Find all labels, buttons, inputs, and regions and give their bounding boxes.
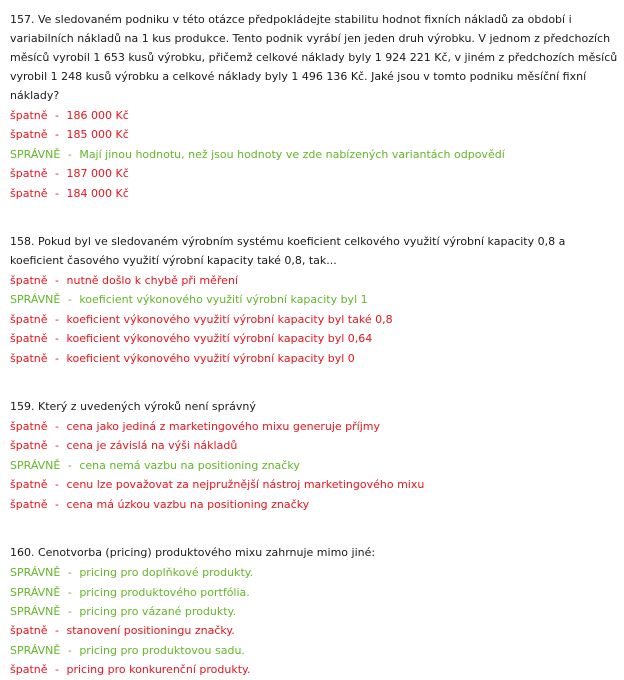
question-block <box>10 232 620 368</box>
answer-status: SPRÁVNĚ <box>10 293 61 307</box>
answer-separator: - <box>55 439 59 453</box>
answer-text: cena jako jediná z marketingového mixu generuje příjmy <box>66 420 381 434</box>
answer-row-wrong <box>10 436 620 455</box>
question-text: 157. Ve sledovaném podniku v této otázce předpokládejte stabilitu hodnot fixních nákladů za období i variabilních nákladů na 1 kus produkce. Tento podnik vyrábí jen jeden druh výrobku. V jednom z předchozích měsíců vyrobil 1 653 kusů výrobku, přičemž celkové náklady byly 1 924 221 Kč, v jiném z předchozích měsíců vyrobil 1 248 kusů výrobku a celkové náklady byly 1 496 136 Kč. Jaké jsou v tomto podniku měsíční fixní náklady? <box>10 13 618 102</box>
answer-status: špatně <box>10 478 48 492</box>
answer-status: SPRÁVNĚ <box>10 604 61 618</box>
answer-text: cena nemá vazbu na positioning značky <box>79 458 300 472</box>
answer-status: špatně <box>10 663 48 677</box>
answer-status: špatně <box>10 109 48 122</box>
answer-row-wrong <box>10 271 620 290</box>
answer-separator: - <box>55 312 59 326</box>
answer-separator: - <box>67 604 72 618</box>
answer-status: špatně <box>10 351 48 365</box>
answer-status: SPRÁVNĚ <box>10 566 61 580</box>
answer-status: SPRÁVNĚ <box>10 585 61 599</box>
answer-row-correct <box>10 145 620 164</box>
answer-text: 187 000 Kč <box>66 167 129 181</box>
answer-separator: - <box>67 458 72 472</box>
answer-separator: - <box>67 147 72 161</box>
answer-row-wrong <box>10 495 620 514</box>
answer-text: pricing pro produktovou sadu. <box>79 643 245 657</box>
question-list <box>10 10 620 680</box>
answer-text: koeficient výkonového využití výrobní kapacity byl 1 <box>79 293 368 307</box>
answer-status: špatně <box>10 624 48 638</box>
answer-row-wrong <box>10 417 620 436</box>
answer-separator: - <box>55 332 59 346</box>
answer-status: špatně <box>10 420 48 434</box>
answer-row-wrong <box>10 125 620 144</box>
answer-row-wrong <box>10 310 620 329</box>
answer-text: 186 000 Kč <box>66 109 129 122</box>
answer-row-wrong <box>10 164 620 183</box>
answer-status: špatně <box>10 497 48 511</box>
answer-text: pricing produktového portfólia. <box>79 585 250 599</box>
answer-row-wrong <box>10 329 620 348</box>
answer-separator: - <box>67 293 72 307</box>
answer-text: koeficient výkonového využití výrobní kapacity byl také 0,8 <box>66 312 393 326</box>
question-block <box>10 10 620 203</box>
answer-status: SPRÁVNĚ <box>10 458 61 472</box>
answer-text: nutně došlo k chybě při měření <box>66 274 238 288</box>
answer-status: špatně <box>10 186 48 200</box>
answer-row-correct <box>10 290 620 309</box>
answer-row-correct <box>10 602 620 621</box>
answer-separator: - <box>55 167 59 181</box>
answer-row-correct <box>10 563 620 582</box>
answer-text: koeficient výkonového využití výrobní kapacity byl 0,64 <box>66 332 373 346</box>
answer-text: pricing pro vázané produkty. <box>79 604 237 618</box>
answer-text: cena je závislá na výši nákladů <box>66 439 238 453</box>
answer-text: pricing pro doplňkové produkty. <box>79 566 254 580</box>
answer-separator: - <box>55 497 59 511</box>
answer-status: špatně <box>10 128 48 142</box>
answer-row-wrong <box>10 106 620 125</box>
answer-row-wrong <box>10 184 620 203</box>
answer-separator: - <box>55 478 59 492</box>
question-block <box>10 543 620 679</box>
answer-separator: - <box>55 420 59 434</box>
answer-text: stanovení positioningu značky. <box>66 624 235 638</box>
answer-separator: - <box>67 643 72 657</box>
question-text: 159. Který z uvedených výroků není správný <box>10 400 256 414</box>
answer-separator: - <box>67 585 72 599</box>
answer-text: koeficient výkonového využití výrobní kapacity byl 0 <box>66 351 355 365</box>
answer-status: špatně <box>10 439 48 453</box>
answer-separator: - <box>55 128 59 142</box>
answer-status: SPRÁVNĚ <box>10 643 61 657</box>
answer-status: SPRÁVNĚ <box>10 147 61 161</box>
answer-text: cena má úzkou vazbu na positioning značky <box>66 497 310 511</box>
answer-text: Mají jinou hodnotu, než jsou hodnoty ve zde nabízených variantách odpovědí <box>79 147 505 161</box>
answer-status: špatně <box>10 167 48 181</box>
answer-row-correct <box>10 583 620 602</box>
answer-row-wrong <box>10 621 620 640</box>
answer-text: 185 000 Kč <box>66 128 129 142</box>
question-text: 160. Cenotvorba (pricing) produktového mixu zahrnuje mimo jiné: <box>10 546 376 560</box>
answer-row-wrong <box>10 660 620 679</box>
answer-status: špatně <box>10 274 48 288</box>
answer-separator: - <box>55 351 59 365</box>
answer-text: cenu lze považovat za nejpružnější nástroj marketingového mixu <box>66 478 425 492</box>
answer-separator: - <box>55 109 59 122</box>
answer-separator: - <box>55 274 59 288</box>
question-text: 158. Pokud byl ve sledovaném výrobním systému koeficient celkového využití výrobní kapacity 0,8 a koeficient časového využití výrobní kapacity také 0,8, tak... <box>10 235 566 268</box>
answer-row-correct <box>10 456 620 475</box>
answer-status: špatně <box>10 312 48 326</box>
answer-row-wrong <box>10 349 620 368</box>
answer-separator: - <box>55 624 59 638</box>
answer-row-correct <box>10 641 620 660</box>
answer-text: 184 000 Kč <box>66 186 129 200</box>
answer-separator: - <box>55 186 59 200</box>
answer-separator: - <box>67 566 72 580</box>
answer-status: špatně <box>10 332 48 346</box>
answer-text: pricing pro konkurenční produkty. <box>66 663 251 677</box>
question-block <box>10 397 620 514</box>
answer-separator: - <box>55 663 59 677</box>
answer-row-wrong <box>10 475 620 494</box>
